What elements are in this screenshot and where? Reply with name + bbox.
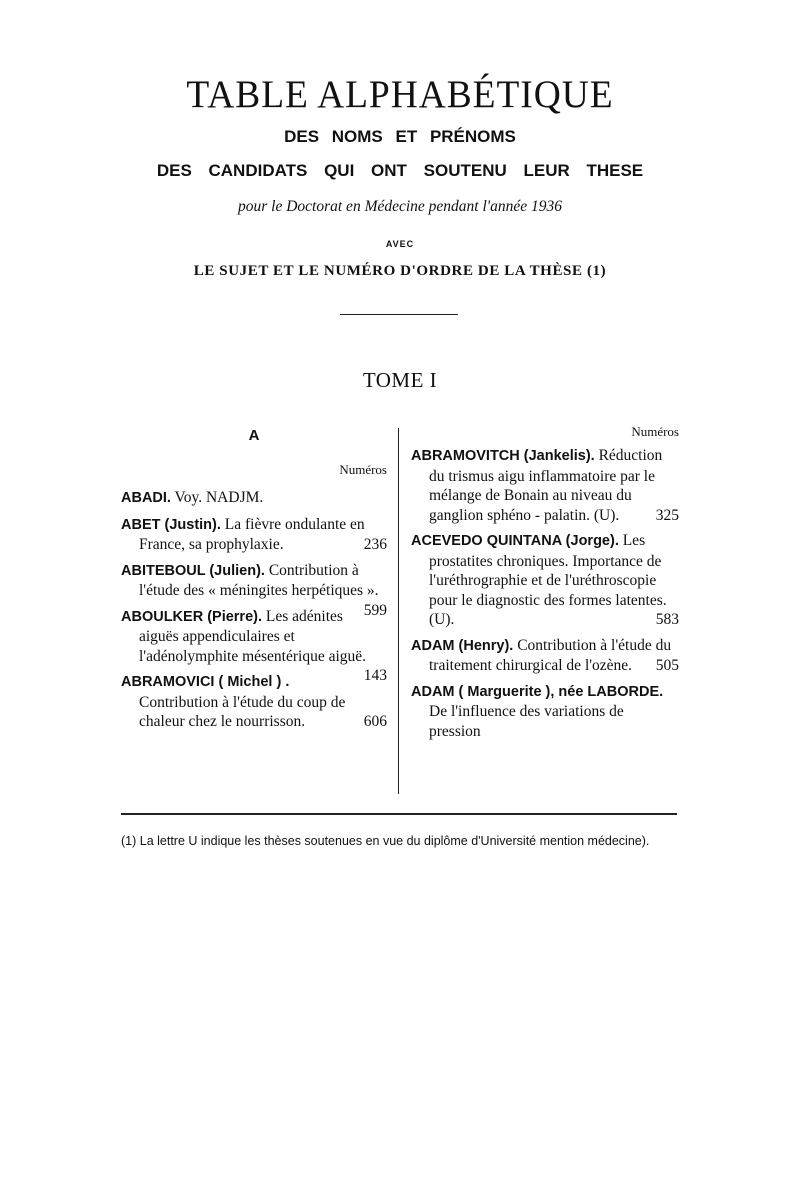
title-separator-rule xyxy=(340,314,458,315)
index-entry xyxy=(411,682,679,742)
entry-number: 583 xyxy=(655,611,679,628)
index-entry xyxy=(411,531,679,630)
subtitle-candidates: DES CANDIDATS QUI ONT SOUTENU LEUR THESE xyxy=(156,161,644,180)
numeros-label: Numéros xyxy=(339,462,387,477)
entry-number: 599 xyxy=(363,601,387,619)
entry-name: ADAM ( Marguerite ), née LABORDE. xyxy=(411,683,664,700)
entry-name: ABITEBOUL (Julien). xyxy=(121,562,265,579)
entry-text: Réduction du trismus aigu inflammatoire par le mélange de Bonain au niveau du ganglion sphéno - palatin. (U). xyxy=(429,447,663,524)
entry-number: 236 xyxy=(363,536,387,553)
entry-name: ABRAMOVITCH (Jankelis). xyxy=(411,448,595,464)
index-entry xyxy=(411,636,679,676)
footnote-separator-rule xyxy=(121,813,677,815)
entry-number: 143 xyxy=(363,667,387,684)
left-column xyxy=(121,426,387,738)
subtitle-subject: LE SUJET ET LE NUMÉRO D'ORDRE DE LA THÈSE (1) xyxy=(193,263,607,279)
entry-number: 606 xyxy=(363,713,387,730)
index-entry xyxy=(121,515,387,555)
entry-text: Contribution à l'étude du traitement chirurgical de l'ozène. xyxy=(429,636,672,674)
entry-text: Les prostatites chroniques. Importance de l'uréthrographie et de l'uréthroscopie pour le diagnostic des formes latentes. (U). xyxy=(429,532,667,628)
entry-name: ADAM (Henry). xyxy=(411,637,514,654)
subtitle-names: DES NOMS ET PRÉNOMS xyxy=(284,127,516,146)
entry-name: ABET (Justin). xyxy=(121,516,221,533)
entry-text: Contribution à l'étude des « méningites herpétiques ». xyxy=(139,561,379,599)
page-title: TABLE ALPHABÉTIQUE xyxy=(186,73,614,116)
right-column xyxy=(411,422,679,747)
section-letter: A xyxy=(248,427,260,444)
entry-number: 505 xyxy=(655,657,679,674)
subtitle-avec: AVEC xyxy=(385,239,415,249)
entry-name: ABRAMOVICI ( Michel ) . xyxy=(121,674,290,690)
entry-text: Contribution à l'étude du coup de chaleur chez le nourrisson. xyxy=(139,693,346,730)
entry-text: Les adénites aiguës appendiculaires et l'adénolymphite mésentérique aiguë. xyxy=(139,607,367,665)
numeros-label: Numéros xyxy=(631,424,679,439)
tome-heading: TOME I xyxy=(362,368,438,392)
entry-number: 325 xyxy=(655,506,679,524)
entry-text: De l'influence des variations de pression xyxy=(429,703,624,740)
subtitle-doctorate: pour le Doctorat en Médecine pendant l'année 1936 xyxy=(238,198,562,215)
index-entry xyxy=(411,446,679,525)
footnote: (1) La lettre U indique les thèses soutenues en vue du diplôme d'Université mention médecine). xyxy=(121,834,650,848)
entry-name: ABADI. xyxy=(121,490,171,506)
index-entry xyxy=(121,488,387,509)
entry-text: La fièvre ondulante en France, sa prophylaxie. xyxy=(139,515,365,553)
index-entry xyxy=(121,672,387,732)
column-divider xyxy=(398,428,399,794)
entry-text: Voy. NADJM. xyxy=(170,489,264,506)
entry-name: ABOULKER (Pierre). xyxy=(121,608,262,625)
entry-name: ACEVEDO QUINTANA (Jorge). xyxy=(411,533,619,549)
